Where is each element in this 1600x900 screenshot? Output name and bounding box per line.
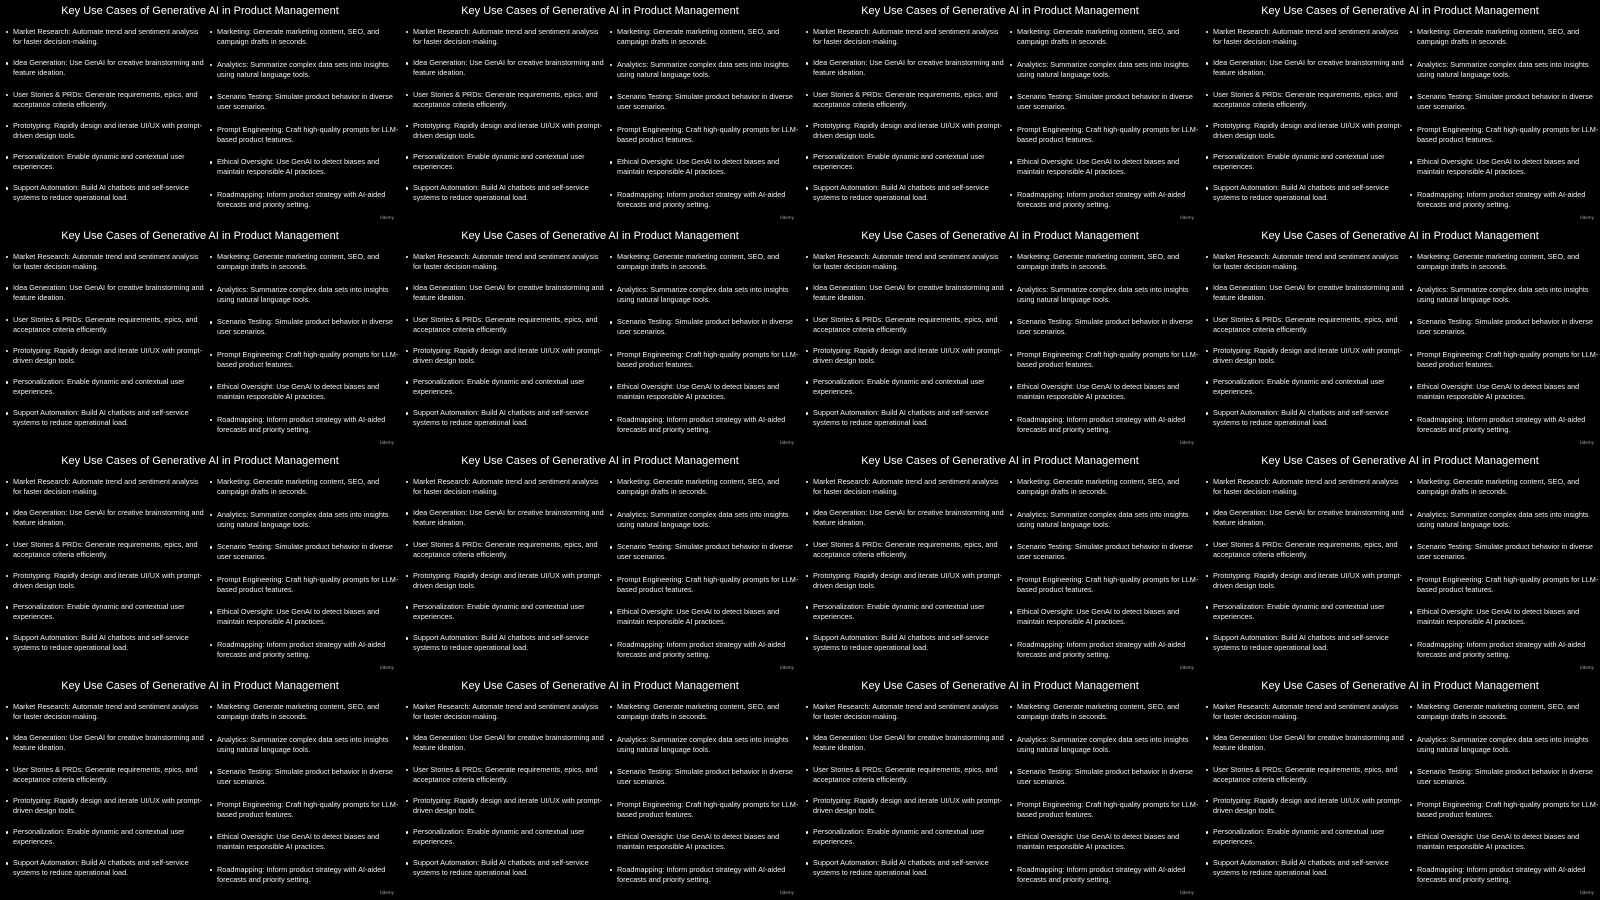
use-case-item: Prompt Engineering: Craft high-quality prompts for LLM-based product features. <box>610 575 800 608</box>
use-case-columns <box>1206 477 1599 673</box>
use-case-item: Prototyping: Rapidly design and iterate UI/UX with prompt-driven design tools. <box>6 346 204 377</box>
use-case-item: Roadmapping: Inform product strategy with AI-aided forecasts and priority setting. <box>1010 640 1200 673</box>
slide-tile <box>800 675 1200 900</box>
use-case-item: Prompt Engineering: Craft high-quality prompts for LLM-based product features. <box>610 350 800 383</box>
use-case-item: Prompt Engineering: Craft high-quality prompts for LLM-based product features. <box>1010 800 1200 833</box>
use-case-item: Ethical Oversight: Use GenAI to detect biases and maintain responsible AI practices. <box>1010 832 1200 865</box>
use-case-list-right <box>1010 27 1200 223</box>
use-case-item: Idea Generation: Use GenAI for creative brainstorming and feature ideation. <box>806 283 1004 314</box>
use-case-item: Roadmapping: Inform product strategy with AI-aided forecasts and priority setting. <box>1410 865 1600 898</box>
slide-tile <box>400 450 800 675</box>
slide-tile <box>0 225 400 450</box>
slide-tile <box>800 225 1200 450</box>
brand-watermark: Udemy <box>1579 890 1594 895</box>
use-case-item: Support Automation: Build AI chatbots and self-service systems to reduce operational load. <box>806 858 1004 889</box>
use-case-columns <box>406 702 799 898</box>
use-case-item: Idea Generation: Use GenAI for creative brainstorming and feature ideation. <box>406 508 604 539</box>
use-case-item: Ethical Oversight: Use GenAI to detect biases and maintain responsible AI practices. <box>610 832 800 865</box>
use-case-item: Idea Generation: Use GenAI for creative brainstorming and feature ideation. <box>6 733 204 764</box>
use-case-item: Support Automation: Build AI chatbots and self-service systems to reduce operational load. <box>806 408 1004 439</box>
slide-tile <box>800 450 1200 675</box>
use-case-item: Scenario Testing: Simulate product behavior in diverse user scenarios. <box>610 317 800 350</box>
use-case-item: Prototyping: Rapidly design and iterate UI/UX with prompt-driven design tools. <box>406 796 604 827</box>
brand-watermark: Udemy <box>379 215 394 220</box>
use-case-list-left <box>1206 477 1404 673</box>
use-case-item: Market Research: Automate trend and sentiment analysis for faster decision-making. <box>806 477 1004 508</box>
use-case-item: Ethical Oversight: Use GenAI to detect biases and maintain responsible AI practices. <box>1010 382 1200 415</box>
use-case-item: Scenario Testing: Simulate product behavior in diverse user scenarios. <box>210 767 400 800</box>
use-case-item: Support Automation: Build AI chatbots and self-service systems to reduce operational load. <box>806 633 1004 664</box>
use-case-item: Prototyping: Rapidly design and iterate UI/UX with prompt-driven design tools. <box>6 796 204 827</box>
use-case-list-left <box>6 252 204 448</box>
use-case-item: Prototyping: Rapidly design and iterate UI/UX with prompt-driven design tools. <box>1206 346 1404 377</box>
use-case-item: Ethical Oversight: Use GenAI to detect biases and maintain responsible AI practices. <box>1410 607 1600 640</box>
use-case-list-right <box>1410 477 1600 673</box>
use-case-item: Marketing: Generate marketing content, SEO, and campaign drafts in seconds. <box>610 702 800 735</box>
use-case-item: Personalization: Enable dynamic and contextual user experiences. <box>806 602 1004 633</box>
slide-title: Key Use Cases of Generative AI in Product Management <box>1261 230 1539 242</box>
use-case-item: Analytics: Summarize complex data sets into insights using natural language tools. <box>610 285 800 318</box>
use-case-item: Idea Generation: Use GenAI for creative brainstorming and feature ideation. <box>806 733 1004 764</box>
use-case-columns <box>6 477 399 673</box>
use-case-item: Personalization: Enable dynamic and contextual user experiences. <box>806 827 1004 858</box>
use-case-item: Market Research: Automate trend and sentiment analysis for faster decision-making. <box>6 477 204 508</box>
use-case-columns <box>6 252 399 448</box>
use-case-item: Ethical Oversight: Use GenAI to detect biases and maintain responsible AI practices. <box>610 607 800 640</box>
use-case-item: Support Automation: Build AI chatbots and self-service systems to reduce operational load. <box>406 183 604 214</box>
use-case-item: Analytics: Summarize complex data sets into insights using natural language tools. <box>610 735 800 768</box>
use-case-columns <box>6 702 399 898</box>
use-case-item: Prototyping: Rapidly design and iterate UI/UX with prompt-driven design tools. <box>806 346 1004 377</box>
use-case-item: User Stories & PRDs: Generate requirements, epics, and acceptance criteria efficiently. <box>1206 315 1404 346</box>
use-case-item: Support Automation: Build AI chatbots and self-service systems to reduce operational load. <box>6 633 204 664</box>
use-case-item: Marketing: Generate marketing content, SEO, and campaign drafts in seconds. <box>1010 477 1200 510</box>
use-case-list-right <box>210 477 400 673</box>
use-case-item: Personalization: Enable dynamic and contextual user experiences. <box>406 377 604 408</box>
use-case-item: Analytics: Summarize complex data sets into insights using natural language tools. <box>210 60 400 93</box>
slide-title: Key Use Cases of Generative AI in Product Management <box>461 5 739 17</box>
use-case-columns <box>806 252 1199 448</box>
use-case-columns <box>1206 702 1599 898</box>
slide-tile <box>1200 0 1600 225</box>
use-case-list-left <box>1206 702 1404 898</box>
use-case-item: Ethical Oversight: Use GenAI to detect biases and maintain responsible AI practices. <box>1410 832 1600 865</box>
slide-tile <box>0 675 400 900</box>
use-case-item: Personalization: Enable dynamic and contextual user experiences. <box>406 827 604 858</box>
use-case-item: User Stories & PRDs: Generate requirements, epics, and acceptance criteria efficiently. <box>6 540 204 571</box>
use-case-item: Support Automation: Build AI chatbots and self-service systems to reduce operational load. <box>1206 858 1404 889</box>
use-case-item: Scenario Testing: Simulate product behavior in diverse user scenarios. <box>210 542 400 575</box>
slide-tile <box>1200 225 1600 450</box>
use-case-item: Personalization: Enable dynamic and contextual user experiences. <box>1206 602 1404 633</box>
use-case-item: Scenario Testing: Simulate product behavior in diverse user scenarios. <box>1010 542 1200 575</box>
use-case-item: Scenario Testing: Simulate product behavior in diverse user scenarios. <box>1410 542 1600 575</box>
use-case-item: Marketing: Generate marketing content, SEO, and campaign drafts in seconds. <box>1410 477 1600 510</box>
use-case-item: Personalization: Enable dynamic and contextual user experiences. <box>1206 377 1404 408</box>
use-case-item: Scenario Testing: Simulate product behavior in diverse user scenarios. <box>610 542 800 575</box>
use-case-item: Prompt Engineering: Craft high-quality prompts for LLM-based product features. <box>610 800 800 833</box>
use-case-list-right <box>1010 702 1200 898</box>
use-case-item: Support Automation: Build AI chatbots and self-service systems to reduce operational load. <box>1206 408 1404 439</box>
use-case-columns <box>406 477 799 673</box>
use-case-item: Analytics: Summarize complex data sets into insights using natural language tools. <box>1010 285 1200 318</box>
use-case-columns <box>806 27 1199 223</box>
use-case-item: Personalization: Enable dynamic and contextual user experiences. <box>806 152 1004 183</box>
use-case-item: Ethical Oversight: Use GenAI to detect biases and maintain responsible AI practices. <box>1410 382 1600 415</box>
use-case-list-right <box>610 477 800 673</box>
use-case-item: Support Automation: Build AI chatbots and self-service systems to reduce operational load. <box>406 408 604 439</box>
use-case-item: Idea Generation: Use GenAI for creative brainstorming and feature ideation. <box>1206 283 1404 314</box>
use-case-item: Roadmapping: Inform product strategy with AI-aided forecasts and priority setting. <box>610 415 800 448</box>
use-case-item: Scenario Testing: Simulate product behavior in diverse user scenarios. <box>610 767 800 800</box>
use-case-item: Idea Generation: Use GenAI for creative brainstorming and feature ideation. <box>406 733 604 764</box>
use-case-item: Roadmapping: Inform product strategy with AI-aided forecasts and priority setting. <box>210 415 400 448</box>
use-case-item: Idea Generation: Use GenAI for creative brainstorming and feature ideation. <box>6 58 204 89</box>
use-case-item: Prompt Engineering: Craft high-quality prompts for LLM-based product features. <box>210 800 400 833</box>
use-case-item: Market Research: Automate trend and sentiment analysis for faster decision-making. <box>6 27 204 58</box>
slide-tile <box>800 0 1200 225</box>
use-case-item: Idea Generation: Use GenAI for creative brainstorming and feature ideation. <box>1206 58 1404 89</box>
use-case-list-left <box>806 27 1004 223</box>
use-case-item: Market Research: Automate trend and sentiment analysis for faster decision-making. <box>6 702 204 733</box>
use-case-item: Personalization: Enable dynamic and contextual user experiences. <box>1206 152 1404 183</box>
use-case-item: Support Automation: Build AI chatbots and self-service systems to reduce operational load. <box>6 183 204 214</box>
use-case-list-left <box>406 252 604 448</box>
use-case-item: Marketing: Generate marketing content, SEO, and campaign drafts in seconds. <box>1410 702 1600 735</box>
brand-watermark: Udemy <box>779 440 794 445</box>
use-case-item: Scenario Testing: Simulate product behavior in diverse user scenarios. <box>210 317 400 350</box>
use-case-item: Support Automation: Build AI chatbots and self-service systems to reduce operational load. <box>406 858 604 889</box>
use-case-item: Market Research: Automate trend and sentiment analysis for faster decision-making. <box>406 477 604 508</box>
use-case-list-left <box>6 27 204 223</box>
brand-watermark: Udemy <box>1179 665 1194 670</box>
use-case-item: Market Research: Automate trend and sentiment analysis for faster decision-making. <box>806 702 1004 733</box>
use-case-item: Prompt Engineering: Craft high-quality prompts for LLM-based product features. <box>1010 125 1200 158</box>
slide-tile <box>1200 450 1600 675</box>
use-case-item: Roadmapping: Inform product strategy with AI-aided forecasts and priority setting. <box>210 640 400 673</box>
use-case-list-left <box>6 702 204 898</box>
use-case-item: Support Automation: Build AI chatbots and self-service systems to reduce operational load. <box>406 633 604 664</box>
use-case-list-left <box>806 252 1004 448</box>
use-case-item: Prompt Engineering: Craft high-quality prompts for LLM-based product features. <box>210 350 400 383</box>
use-case-item: Prototyping: Rapidly design and iterate UI/UX with prompt-driven design tools. <box>406 571 604 602</box>
use-case-item: Ethical Oversight: Use GenAI to detect biases and maintain responsible AI practices. <box>610 382 800 415</box>
use-case-item: User Stories & PRDs: Generate requirements, epics, and acceptance criteria efficiently. <box>406 765 604 796</box>
use-case-item: Analytics: Summarize complex data sets into insights using natural language tools. <box>1410 735 1600 768</box>
use-case-item: User Stories & PRDs: Generate requirements, epics, and acceptance criteria efficiently. <box>406 540 604 571</box>
use-case-list-right <box>1010 477 1200 673</box>
use-case-item: Analytics: Summarize complex data sets into insights using natural language tools. <box>1010 735 1200 768</box>
use-case-item: Prototyping: Rapidly design and iterate UI/UX with prompt-driven design tools. <box>6 571 204 602</box>
use-case-item: User Stories & PRDs: Generate requirements, epics, and acceptance criteria efficiently. <box>1206 540 1404 571</box>
use-case-item: Prompt Engineering: Craft high-quality prompts for LLM-based product features. <box>210 125 400 158</box>
use-case-item: Marketing: Generate marketing content, SEO, and campaign drafts in seconds. <box>1410 252 1600 285</box>
use-case-item: Ethical Oversight: Use GenAI to detect biases and maintain responsible AI practices. <box>1410 157 1600 190</box>
use-case-item: User Stories & PRDs: Generate requirements, epics, and acceptance criteria efficiently. <box>6 765 204 796</box>
use-case-item: Market Research: Automate trend and sentiment analysis for faster decision-making. <box>1206 477 1404 508</box>
use-case-item: Prompt Engineering: Craft high-quality prompts for LLM-based product features. <box>210 575 400 608</box>
use-case-item: Personalization: Enable dynamic and contextual user experiences. <box>6 602 204 633</box>
brand-watermark: Udemy <box>1579 215 1594 220</box>
use-case-item: Marketing: Generate marketing content, SEO, and campaign drafts in seconds. <box>210 702 400 735</box>
use-case-columns <box>806 702 1199 898</box>
use-case-columns <box>406 252 799 448</box>
use-case-list-right <box>210 27 400 223</box>
use-case-item: Ethical Oversight: Use GenAI to detect biases and maintain responsible AI practices. <box>210 607 400 640</box>
slide-tile <box>400 0 800 225</box>
use-case-item: Support Automation: Build AI chatbots and self-service systems to reduce operational load. <box>1206 633 1404 664</box>
brand-watermark: Udemy <box>1179 890 1194 895</box>
use-case-item: Market Research: Automate trend and sentiment analysis for faster decision-making. <box>406 702 604 733</box>
brand-watermark: Udemy <box>1179 440 1194 445</box>
use-case-item: Roadmapping: Inform product strategy with AI-aided forecasts and priority setting. <box>210 190 400 223</box>
use-case-item: Idea Generation: Use GenAI for creative brainstorming and feature ideation. <box>806 508 1004 539</box>
use-case-item: Scenario Testing: Simulate product behavior in diverse user scenarios. <box>1410 317 1600 350</box>
use-case-item: Market Research: Automate trend and sentiment analysis for faster decision-making. <box>406 252 604 283</box>
use-case-item: Roadmapping: Inform product strategy with AI-aided forecasts and priority setting. <box>610 640 800 673</box>
use-case-item: Ethical Oversight: Use GenAI to detect biases and maintain responsible AI practices. <box>210 832 400 865</box>
use-case-item: Personalization: Enable dynamic and contextual user experiences. <box>406 152 604 183</box>
use-case-list-right <box>610 702 800 898</box>
use-case-item: User Stories & PRDs: Generate requirements, epics, and acceptance criteria efficiently. <box>6 315 204 346</box>
use-case-list-left <box>806 477 1004 673</box>
use-case-item: Marketing: Generate marketing content, SEO, and campaign drafts in seconds. <box>1010 252 1200 285</box>
use-case-item: Ethical Oversight: Use GenAI to detect biases and maintain responsible AI practices. <box>1010 157 1200 190</box>
use-case-item: Support Automation: Build AI chatbots and self-service systems to reduce operational load. <box>6 858 204 889</box>
use-case-item: Ethical Oversight: Use GenAI to detect biases and maintain responsible AI practices. <box>610 157 800 190</box>
use-case-item: Analytics: Summarize complex data sets into insights using natural language tools. <box>1010 510 1200 543</box>
use-case-item: Support Automation: Build AI chatbots and self-service systems to reduce operational load. <box>1206 183 1404 214</box>
use-case-item: Roadmapping: Inform product strategy with AI-aided forecasts and priority setting. <box>1010 415 1200 448</box>
use-case-item: Ethical Oversight: Use GenAI to detect biases and maintain responsible AI practices. <box>210 382 400 415</box>
use-case-item: Market Research: Automate trend and sentiment analysis for faster decision-making. <box>6 252 204 283</box>
use-case-item: Ethical Oversight: Use GenAI to detect biases and maintain responsible AI practices. <box>210 157 400 190</box>
use-case-item: Market Research: Automate trend and sentiment analysis for faster decision-making. <box>406 27 604 58</box>
brand-watermark: Udemy <box>779 890 794 895</box>
use-case-item: Roadmapping: Inform product strategy with AI-aided forecasts and priority setting. <box>1410 415 1600 448</box>
use-case-item: Personalization: Enable dynamic and contextual user experiences. <box>1206 827 1404 858</box>
use-case-item: Marketing: Generate marketing content, SEO, and campaign drafts in seconds. <box>210 27 400 60</box>
slide-title: Key Use Cases of Generative AI in Product Management <box>461 455 739 467</box>
use-case-list-left <box>1206 27 1404 223</box>
use-case-item: Personalization: Enable dynamic and contextual user experiences. <box>406 602 604 633</box>
use-case-item: User Stories & PRDs: Generate requirements, epics, and acceptance criteria efficiently. <box>1206 765 1404 796</box>
slide-tile <box>1200 675 1600 900</box>
use-case-item: Prototyping: Rapidly design and iterate UI/UX with prompt-driven design tools. <box>1206 121 1404 152</box>
use-case-item: Prototyping: Rapidly design and iterate UI/UX with prompt-driven design tools. <box>806 571 1004 602</box>
use-case-item: Scenario Testing: Simulate product behavior in diverse user scenarios. <box>210 92 400 125</box>
use-case-item: Scenario Testing: Simulate product behavior in diverse user scenarios. <box>1010 92 1200 125</box>
slide-title: Key Use Cases of Generative AI in Product Management <box>61 5 339 17</box>
use-case-item: Prompt Engineering: Craft high-quality prompts for LLM-based product features. <box>1010 575 1200 608</box>
use-case-item: Analytics: Summarize complex data sets into insights using natural language tools. <box>610 510 800 543</box>
use-case-item: Prototyping: Rapidly design and iterate UI/UX with prompt-driven design tools. <box>1206 571 1404 602</box>
slide-tile <box>400 225 800 450</box>
use-case-item: Prototyping: Rapidly design and iterate UI/UX with prompt-driven design tools. <box>806 796 1004 827</box>
use-case-item: Prompt Engineering: Craft high-quality prompts for LLM-based product features. <box>610 125 800 158</box>
use-case-item: Marketing: Generate marketing content, SEO, and campaign drafts in seconds. <box>1010 702 1200 735</box>
use-case-item: Idea Generation: Use GenAI for creative brainstorming and feature ideation. <box>1206 733 1404 764</box>
slide-title: Key Use Cases of Generative AI in Product Management <box>61 680 339 692</box>
use-case-list-left <box>406 702 604 898</box>
brand-watermark: Udemy <box>779 665 794 670</box>
use-case-item: Idea Generation: Use GenAI for creative brainstorming and feature ideation. <box>1206 508 1404 539</box>
use-case-item: User Stories & PRDs: Generate requirements, epics, and acceptance criteria efficiently. <box>1206 90 1404 121</box>
use-case-item: Scenario Testing: Simulate product behavior in diverse user scenarios. <box>1010 767 1200 800</box>
use-case-item: Marketing: Generate marketing content, SEO, and campaign drafts in seconds. <box>210 477 400 510</box>
use-case-columns <box>406 27 799 223</box>
use-case-item: Personalization: Enable dynamic and contextual user experiences. <box>6 827 204 858</box>
use-case-columns <box>1206 27 1599 223</box>
brand-watermark: Udemy <box>1579 665 1594 670</box>
use-case-columns <box>1206 252 1599 448</box>
slide-title: Key Use Cases of Generative AI in Product Management <box>861 455 1139 467</box>
use-case-list-left <box>806 702 1004 898</box>
use-case-item: Prompt Engineering: Craft high-quality prompts for LLM-based product features. <box>1410 575 1600 608</box>
use-case-item: Idea Generation: Use GenAI for creative brainstorming and feature ideation. <box>406 58 604 89</box>
slide-title: Key Use Cases of Generative AI in Product Management <box>861 5 1139 17</box>
use-case-item: User Stories & PRDs: Generate requirements, epics, and acceptance criteria efficiently. <box>6 90 204 121</box>
use-case-item: Roadmapping: Inform product strategy with AI-aided forecasts and priority setting. <box>210 865 400 898</box>
use-case-item: Ethical Oversight: Use GenAI to detect biases and maintain responsible AI practices. <box>1010 607 1200 640</box>
use-case-item: Analytics: Summarize complex data sets into insights using natural language tools. <box>1410 60 1600 93</box>
brand-watermark: Udemy <box>379 890 394 895</box>
use-case-item: Roadmapping: Inform product strategy with AI-aided forecasts and priority setting. <box>1010 190 1200 223</box>
use-case-list-right <box>210 702 400 898</box>
use-case-item: Marketing: Generate marketing content, SEO, and campaign drafts in seconds. <box>1010 27 1200 60</box>
slide-title: Key Use Cases of Generative AI in Product Management <box>861 680 1139 692</box>
slide-title: Key Use Cases of Generative AI in Product Management <box>61 455 339 467</box>
use-case-item: User Stories & PRDs: Generate requirements, epics, and acceptance criteria efficiently. <box>806 315 1004 346</box>
use-case-item: Idea Generation: Use GenAI for creative brainstorming and feature ideation. <box>406 283 604 314</box>
use-case-item: Prototyping: Rapidly design and iterate UI/UX with prompt-driven design tools. <box>406 346 604 377</box>
use-case-item: Prompt Engineering: Craft high-quality prompts for LLM-based product features. <box>1410 350 1600 383</box>
use-case-columns <box>806 477 1199 673</box>
use-case-item: Analytics: Summarize complex data sets into insights using natural language tools. <box>610 60 800 93</box>
use-case-item: Support Automation: Build AI chatbots and self-service systems to reduce operational load. <box>806 183 1004 214</box>
use-case-item: Analytics: Summarize complex data sets into insights using natural language tools. <box>1410 510 1600 543</box>
use-case-item: Roadmapping: Inform product strategy with AI-aided forecasts and priority setting. <box>610 190 800 223</box>
brand-watermark: Udemy <box>379 665 394 670</box>
use-case-item: Market Research: Automate trend and sentiment analysis for faster decision-making. <box>806 27 1004 58</box>
use-case-item: Idea Generation: Use GenAI for creative brainstorming and feature ideation. <box>806 58 1004 89</box>
slide-title: Key Use Cases of Generative AI in Product Management <box>1261 5 1539 17</box>
use-case-item: Marketing: Generate marketing content, SEO, and campaign drafts in seconds. <box>610 252 800 285</box>
use-case-item: Idea Generation: Use GenAI for creative brainstorming and feature ideation. <box>6 508 204 539</box>
use-case-item: Idea Generation: Use GenAI for creative brainstorming and feature ideation. <box>6 283 204 314</box>
use-case-list-right <box>610 252 800 448</box>
use-case-item: Personalization: Enable dynamic and contextual user experiences. <box>806 377 1004 408</box>
use-case-item: User Stories & PRDs: Generate requirements, epics, and acceptance criteria efficiently. <box>806 540 1004 571</box>
slide-title: Key Use Cases of Generative AI in Product Management <box>861 230 1139 242</box>
slide-tile <box>0 0 400 225</box>
use-case-item: Roadmapping: Inform product strategy with AI-aided forecasts and priority setting. <box>1410 640 1600 673</box>
use-case-item: Market Research: Automate trend and sentiment analysis for faster decision-making. <box>1206 27 1404 58</box>
slide-title: Key Use Cases of Generative AI in Product Management <box>1261 455 1539 467</box>
use-case-list-left <box>406 27 604 223</box>
use-case-list-right <box>210 252 400 448</box>
use-case-item: Analytics: Summarize complex data sets into insights using natural language tools. <box>210 285 400 318</box>
brand-watermark: Udemy <box>1179 215 1194 220</box>
brand-watermark: Udemy <box>1579 440 1594 445</box>
use-case-item: User Stories & PRDs: Generate requirements, epics, and acceptance criteria efficiently. <box>406 90 604 121</box>
use-case-item: Scenario Testing: Simulate product behavior in diverse user scenarios. <box>1010 317 1200 350</box>
use-case-item: Prototyping: Rapidly design and iterate UI/UX with prompt-driven design tools. <box>1206 796 1404 827</box>
use-case-list-right <box>610 27 800 223</box>
use-case-list-right <box>1410 252 1600 448</box>
use-case-item: Roadmapping: Inform product strategy with AI-aided forecasts and priority setting. <box>610 865 800 898</box>
use-case-item: Prototyping: Rapidly design and iterate UI/UX with prompt-driven design tools. <box>806 121 1004 152</box>
use-case-item: Marketing: Generate marketing content, SEO, and campaign drafts in seconds. <box>610 477 800 510</box>
slide-tile <box>0 450 400 675</box>
use-case-item: Marketing: Generate marketing content, SEO, and campaign drafts in seconds. <box>1410 27 1600 60</box>
use-case-item: Personalization: Enable dynamic and contextual user experiences. <box>6 377 204 408</box>
use-case-item: Prompt Engineering: Craft high-quality prompts for LLM-based product features. <box>1010 350 1200 383</box>
slide-tile <box>400 675 800 900</box>
brand-watermark: Udemy <box>379 440 394 445</box>
use-case-item: Support Automation: Build AI chatbots and self-service systems to reduce operational load. <box>6 408 204 439</box>
use-case-item: Prototyping: Rapidly design and iterate UI/UX with prompt-driven design tools. <box>406 121 604 152</box>
slide-title: Key Use Cases of Generative AI in Product Management <box>61 230 339 242</box>
use-case-list-right <box>1410 702 1600 898</box>
use-case-item: Scenario Testing: Simulate product behavior in diverse user scenarios. <box>610 92 800 125</box>
use-case-item: Marketing: Generate marketing content, SEO, and campaign drafts in seconds. <box>210 252 400 285</box>
use-case-list-right <box>1410 27 1600 223</box>
use-case-list-left <box>406 477 604 673</box>
use-case-item: User Stories & PRDs: Generate requirements, epics, and acceptance criteria efficiently. <box>806 765 1004 796</box>
use-case-item: Market Research: Automate trend and sentiment analysis for faster decision-making. <box>1206 702 1404 733</box>
use-case-item: Analytics: Summarize complex data sets into insights using natural language tools. <box>1410 285 1600 318</box>
use-case-item: Marketing: Generate marketing content, SEO, and campaign drafts in seconds. <box>610 27 800 60</box>
use-case-item: User Stories & PRDs: Generate requirements, epics, and acceptance criteria efficiently. <box>406 315 604 346</box>
use-case-item: Analytics: Summarize complex data sets into insights using natural language tools. <box>210 510 400 543</box>
use-case-list-right <box>1010 252 1200 448</box>
use-case-item: Market Research: Automate trend and sentiment analysis for faster decision-making. <box>806 252 1004 283</box>
use-case-item: Analytics: Summarize complex data sets into insights using natural language tools. <box>1010 60 1200 93</box>
use-case-item: Personalization: Enable dynamic and contextual user experiences. <box>6 152 204 183</box>
use-case-item: Roadmapping: Inform product strategy with AI-aided forecasts and priority setting. <box>1410 190 1600 223</box>
brand-watermark: Udemy <box>779 215 794 220</box>
use-case-item: Scenario Testing: Simulate product behavior in diverse user scenarios. <box>1410 767 1600 800</box>
use-case-item: Scenario Testing: Simulate product behavior in diverse user scenarios. <box>1410 92 1600 125</box>
use-case-item: Roadmapping: Inform product strategy with AI-aided forecasts and priority setting. <box>1010 865 1200 898</box>
use-case-columns <box>6 27 399 223</box>
slide-title: Key Use Cases of Generative AI in Product Management <box>461 230 739 242</box>
use-case-list-left <box>6 477 204 673</box>
slide-title: Key Use Cases of Generative AI in Product Management <box>461 680 739 692</box>
use-case-item: Prompt Engineering: Craft high-quality prompts for LLM-based product features. <box>1410 125 1600 158</box>
use-case-item: Prototyping: Rapidly design and iterate UI/UX with prompt-driven design tools. <box>6 121 204 152</box>
use-case-item: Analytics: Summarize complex data sets into insights using natural language tools. <box>210 735 400 768</box>
use-case-item: Prompt Engineering: Craft high-quality prompts for LLM-based product features. <box>1410 800 1600 833</box>
use-case-item: User Stories & PRDs: Generate requirements, epics, and acceptance criteria efficiently. <box>806 90 1004 121</box>
use-case-item: Market Research: Automate trend and sentiment analysis for faster decision-making. <box>1206 252 1404 283</box>
slide-title: Key Use Cases of Generative AI in Product Management <box>1261 680 1539 692</box>
use-case-list-left <box>1206 252 1404 448</box>
